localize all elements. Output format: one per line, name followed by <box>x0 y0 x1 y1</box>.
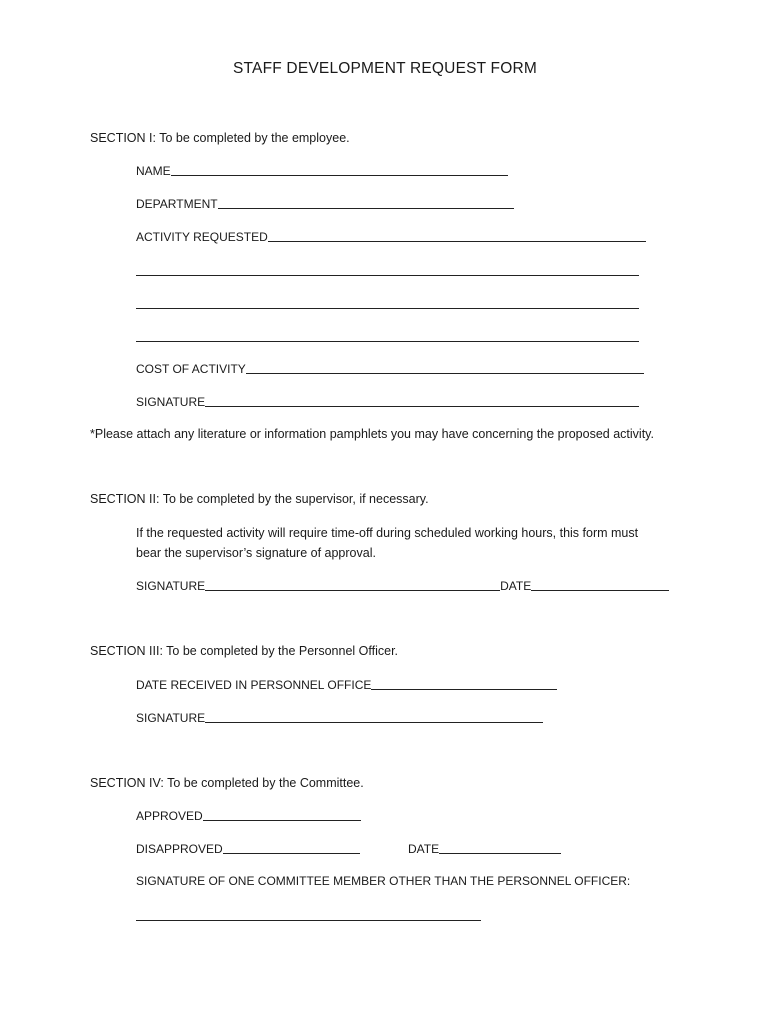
section-3-heading: SECTION III: To be completed by the Personnel Officer. <box>90 644 399 658</box>
supervisor-signature-label: SIGNATURE <box>136 579 206 593</box>
employee-signature-label: SIGNATURE <box>136 395 206 409</box>
personnel-signature-label: SIGNATURE <box>136 711 206 725</box>
cost-input[interactable] <box>246 361 644 374</box>
section-2-heading: SECTION II: To be completed by the supervisor, if necessary. <box>90 492 429 506</box>
disapproved-label: DISAPPROVED <box>136 842 223 856</box>
cost-label: COST OF ACTIVITY <box>136 362 246 376</box>
instruction-line-1: If the requested activity will require time-off during scheduled working hours, this form must <box>136 526 639 540</box>
form-title: STAFF DEVELOPMENT REQUEST FORM <box>233 60 537 77</box>
supervisor-date-input[interactable] <box>531 578 669 591</box>
date-received-field <box>136 677 557 692</box>
committee-signature-label: SIGNATURE OF ONE COMMITTEE MEMBER OTHER THAN THE PERSONNEL OFFICER: <box>136 874 631 888</box>
department-label: DEPARTMENT <box>136 197 218 211</box>
name-field <box>136 163 508 178</box>
approved-input[interactable] <box>203 808 361 821</box>
name-label: NAME <box>136 164 171 178</box>
disapproved-field <box>136 841 360 856</box>
cost-field <box>136 361 644 376</box>
employee-signature-field <box>136 394 639 409</box>
activity-line-4[interactable] <box>136 341 639 342</box>
supervisor-signature-field <box>136 578 669 593</box>
activity-line-3[interactable] <box>136 308 639 309</box>
employee-signature-input[interactable] <box>205 394 639 407</box>
disapproved-input[interactable] <box>223 841 360 854</box>
activity-line-2[interactable] <box>136 275 639 276</box>
department-field <box>136 196 514 211</box>
section-4-heading: SECTION IV: To be completed by the Committee. <box>90 776 364 790</box>
committee-date-label: DATE <box>408 842 440 856</box>
supervisor-signature-input[interactable] <box>205 578 500 591</box>
instruction-line-2: bear the supervisor’s signature of approval. <box>136 546 376 560</box>
section-1-heading: SECTION I: To be completed by the employee. <box>90 131 350 145</box>
supervisor-date-label: DATE <box>500 579 532 593</box>
personnel-signature-field <box>136 710 543 725</box>
attachment-note: *Please attach any literature or information pamphlets you may have concerning the proposed activity. <box>90 427 654 441</box>
name-input[interactable] <box>171 163 508 176</box>
committee-date-input[interactable] <box>439 841 561 854</box>
date-received-input[interactable] <box>371 677 557 690</box>
activity-input[interactable] <box>268 229 646 242</box>
activity-label: ACTIVITY REQUESTED <box>136 230 268 244</box>
activity-field <box>136 229 646 244</box>
date-received-label: DATE RECEIVED IN PERSONNEL OFFICE <box>136 678 372 692</box>
approved-label: APPROVED <box>136 809 203 823</box>
section-2-instruction <box>136 523 676 563</box>
committee-date-field <box>408 841 561 856</box>
department-input[interactable] <box>218 196 514 209</box>
personnel-signature-input[interactable] <box>205 710 543 723</box>
approved-field <box>136 808 361 823</box>
committee-signature-line[interactable] <box>136 920 481 921</box>
